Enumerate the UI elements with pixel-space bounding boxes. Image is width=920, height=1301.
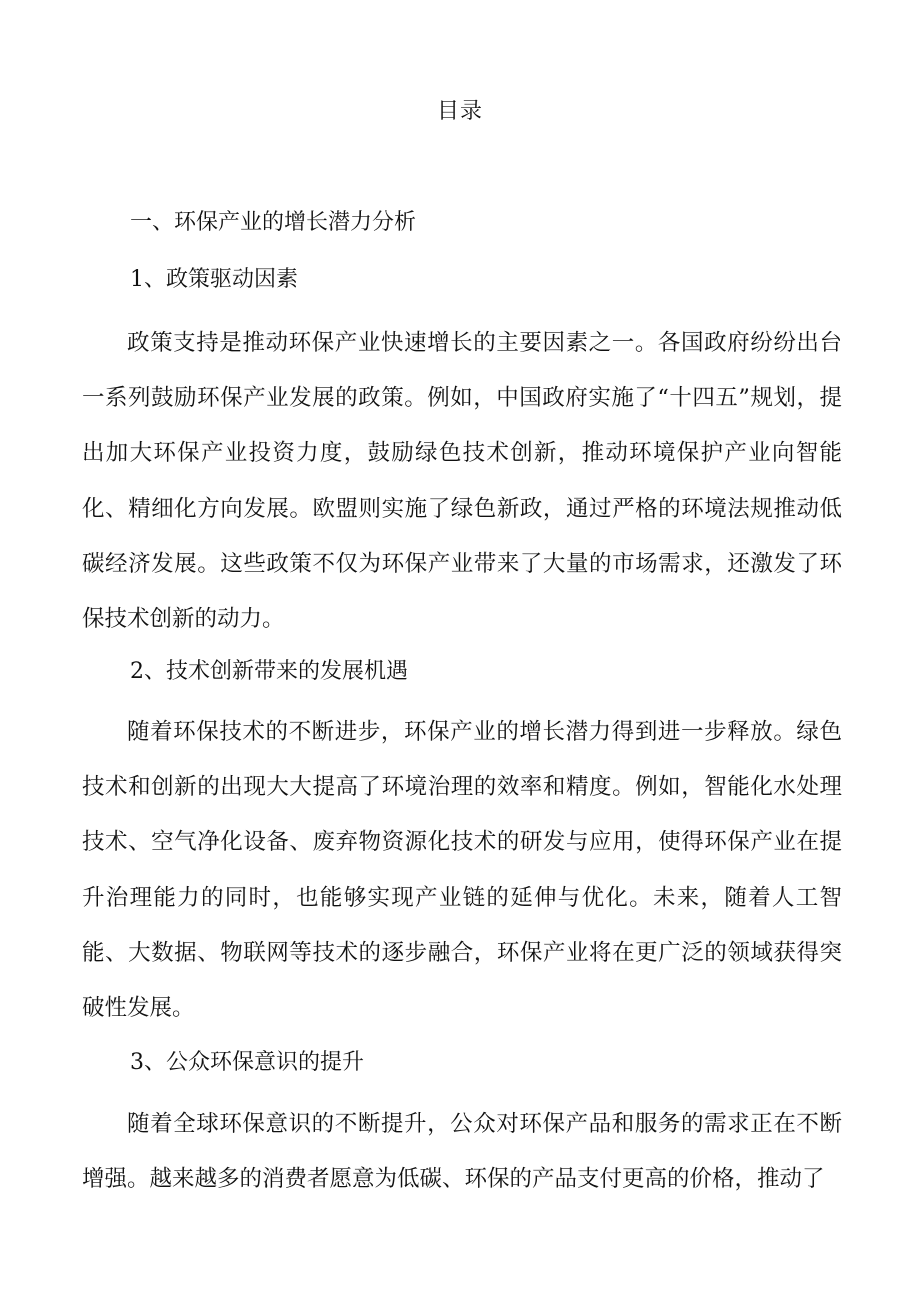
section-heading-1: 一、环保产业的增长潜力分析 — [130, 210, 417, 235]
page-title: 目录 — [436, 99, 483, 124]
paragraph-policy-drivers: 政策支持是推动环保产业快速增长的主要因素之一。各国政府纷纷出台一系列鼓励环保产业发展的政策。例如，中国政府实施了“十四五”规划，提出加大环保产业投资力度，鼓励绿色技术创新，推动环境保护产业向智能化、精细化方向发展。欧盟则实施了绿色新政，通过严格的环境法规推动低碳经济发展。这些政策不仅为环保产业带来了大量的市场需求，还激发了环保技术创新的动力。 — [82, 330, 842, 633]
subsection-heading-3: 3、公众环保意识的提升 — [130, 1050, 364, 1075]
paragraph-public-awareness: 随着全球环保意识的不断提升，公众对环保产品和服务的需求正在不断增强。越来越多的消费者愿意为低碳、环保的产品支付更高的价格，推动了 — [82, 1111, 842, 1193]
paragraph-tech-innovation: 随着环保技术的不断进步，环保产业的增长潜力得到进一步释放。绿色技术和创新的出现大大提高了环境治理的效率和精度。例如，智能化水处理技术、空气净化设备、废弃物资源化技术的研发与应用，使得环保产业在提升治理能力的同时，也能够实现产业链的延伸与优化。未来，随着人工智能、大数据、物联网等技术的逐步融合，环保产业将在更广泛的领域获得突破性发展。 — [82, 719, 842, 1022]
subsection-heading-1: 1、政策驱动因素 — [130, 267, 298, 292]
subsection-heading-2: 2、技术创新带来的发展机遇 — [130, 659, 408, 684]
